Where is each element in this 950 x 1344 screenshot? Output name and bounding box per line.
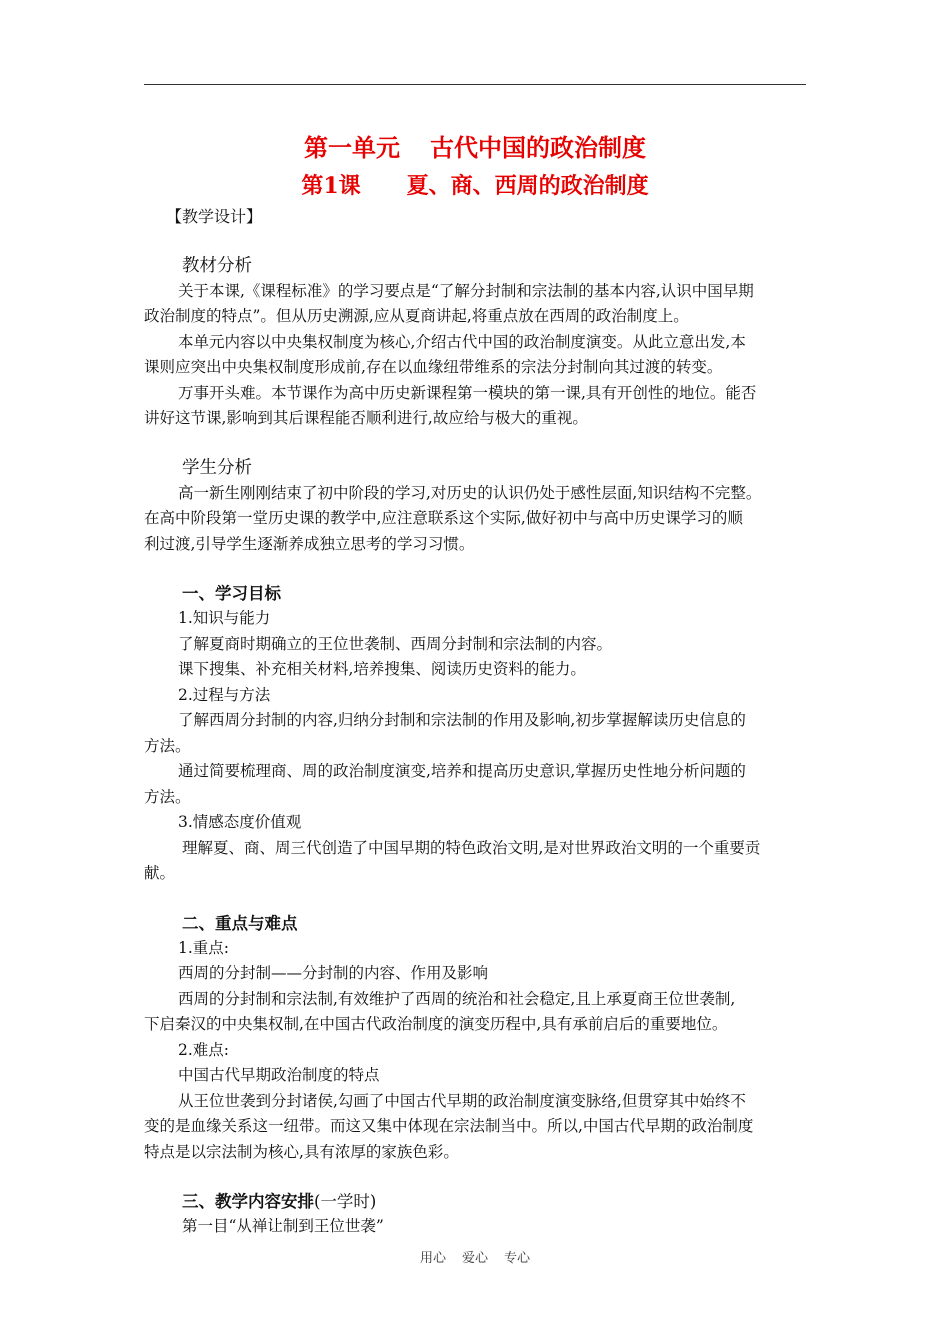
goals-values-1-l1: 理解夏、商、周三代创造了中国早期的特色政治文明,是对世界政治文明的一个重要贡	[182, 838, 761, 857]
footer-word-1: 用心	[419, 1251, 446, 1266]
unit-label: 第一单元	[304, 133, 400, 162]
student-l2: 在高中阶段第一堂历史课的教学中,应注意联系这个实际,做好初中与高中历史课学习的顺	[144, 509, 743, 527]
material-p3-l1: 万事开头难。本节课作为高中历史新课程第一模块的第一课,具有开创性的地位。能否	[178, 383, 757, 402]
lesson-title-text: 夏、商、西周的政治制度	[406, 173, 649, 199]
goals-process-1-l2: 方法。	[144, 736, 191, 755]
footer-word-2: 爱心	[461, 1251, 488, 1266]
material-heading: 教材分析	[182, 255, 252, 276]
goals-knowledge-2: 课下搜集、补充相关材料,培养搜集、阅读历史资料的能力。	[178, 660, 586, 678]
arrange-heading-text: 三、教学内容安排	[182, 1192, 314, 1211]
goals-process-label: 2.过程与方法	[178, 685, 271, 704]
document-body	[144, 128, 806, 1240]
difficulty-text-l3: 特点是以宗法制为核心,具有浓厚的家族色彩。	[144, 1142, 459, 1161]
student-heading: 学生分析	[182, 457, 252, 478]
arrange-heading	[144, 1189, 806, 1214]
difficulty-text-l2: 变的是血缘关系这一纽带。而这又集中体现在宗法制当中。所以,中国古代早期的政治制度	[144, 1117, 754, 1135]
key-point-label: 1.重点:	[178, 938, 230, 957]
goals-values-1-l2: 献。	[144, 864, 176, 882]
material-p1-l2: 政治制度的特点”。但从历史溯源,应从夏商讲起,将重点放在西周的政治制度上。	[144, 307, 689, 325]
footer-word-3: 专心	[504, 1251, 531, 1266]
material-p2-l1: 本单元内容以中央集权制度为核心,介绍古代中国的政治制度演变。从此立意出发,本	[178, 332, 746, 351]
key-point-topic: 西周的分封制——分封制的内容、作用及影响	[178, 964, 489, 982]
goals-knowledge-1: 了解夏商时期确立的王位世袭制、西周分封制和宗法制的内容。	[178, 634, 613, 653]
unit-title-text: 古代中国的政治制度	[430, 133, 646, 162]
key-point-text-l2: 下启秦汉的中央集权制,在中国古代政治制度的演变历程中,具有承前启后的重要地位。	[144, 1015, 728, 1033]
lesson-title	[144, 168, 806, 204]
lesson-label: 第1课	[301, 173, 361, 199]
difficulty-label: 2.难点:	[178, 1040, 230, 1059]
difficulty-topic: 中国古代早期政治制度的特点	[178, 1066, 380, 1084]
goals-heading: 一、学习目标	[182, 584, 281, 603]
key-heading: 二、重点与难点	[182, 913, 298, 933]
arrange-heading-note: (一学时)	[314, 1192, 377, 1211]
student-l3: 利过渡,引导学生逐渐养成独立思考的学习习惯。	[144, 534, 475, 553]
material-p1-l1: 关于本课,《课程标准》的学习要点是“了解分封制和宗法制的基本内容,认识中国早期	[178, 281, 754, 300]
header-rule	[144, 84, 806, 85]
goals-process-2-l2: 方法。	[144, 787, 191, 806]
unit-title	[144, 128, 806, 168]
goals-process-2-l1: 通过简要梳理商、周的政治制度演变,培养和提高历史意识,掌握历史性地分析问题的	[178, 762, 746, 780]
arrange-first-section: 第一目“从禅让制到王位世袭”	[182, 1217, 384, 1235]
key-point-text-l1: 西周的分封制和宗法制,有效维护了西周的统治和社会稳定,且上承夏商王位世袭制,	[178, 989, 736, 1008]
material-p2-l2: 课则应突出中央集权制度形成前,存在以血缘纽带维系的宗法分封制向其过渡的转变。	[144, 358, 723, 376]
student-l1: 高一新生刚刚结束了初中阶段的学习,对历史的认识仍处于感性层面,知识结构不完整。	[178, 483, 762, 502]
goals-process-1-l1: 了解西周分封制的内容,归纳分封制和宗法制的作用及影响,初步掌握解读历史信息的	[178, 711, 746, 729]
page-footer	[0, 1247, 950, 1266]
goals-knowledge-label: 1.知识与能力	[178, 609, 271, 627]
difficulty-text-l1: 从王位世袭到分封诸侯,勾画了中国古代早期的政治制度演变脉络,但贯穿其中始终不	[178, 1091, 746, 1110]
design-label: 【教学设计】	[166, 207, 263, 226]
material-p3-l2: 讲好这节课,影响到其后课程能否顺利进行,故应给与极大的重视。	[144, 409, 588, 427]
goals-values-label: 3.情感态度价值观	[178, 813, 302, 831]
